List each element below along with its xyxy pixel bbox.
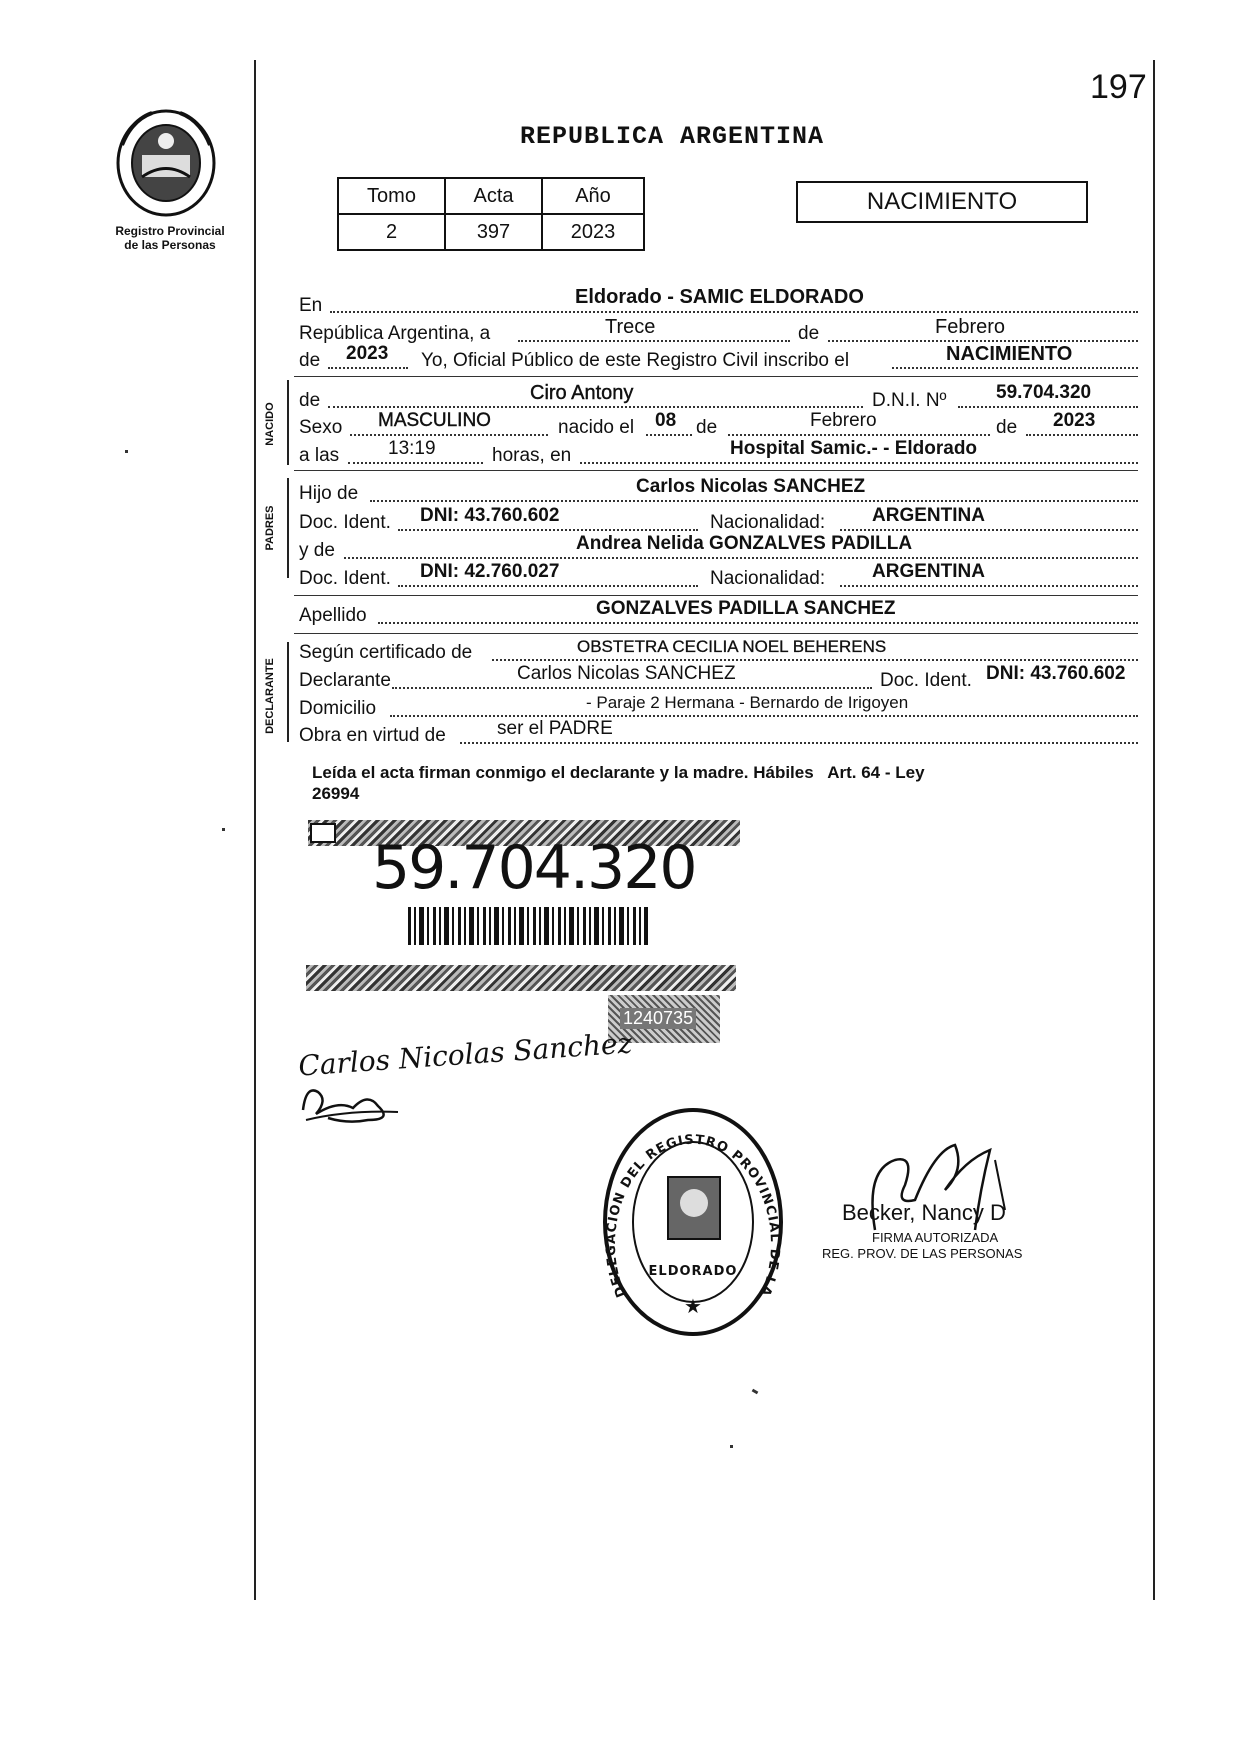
- father-nat-label: Nacionalidad:: [710, 512, 826, 533]
- dni-label: D.N.I. Nº: [872, 390, 947, 411]
- official-signature: [855, 1130, 1025, 1245]
- official-org: REG. PROV. DE LAS PERSONAS: [822, 1246, 1023, 1261]
- birth-day: 08: [655, 410, 677, 431]
- cert-value: OBSTETRA CECILIA NOEL BEHERENS: [577, 637, 887, 656]
- right-margin-line: [1153, 60, 1155, 1600]
- year-value: 2023: [346, 343, 389, 364]
- de-label-3: de: [696, 417, 718, 438]
- stamp-text-bottom: ELDORADO: [648, 1264, 738, 1279]
- value-ano: 2023: [541, 213, 645, 251]
- security-stripe-bottom: [306, 965, 736, 991]
- record-type-box: NACIMIENTO: [796, 181, 1088, 223]
- signature-declarant: Carlos Nicolas Sanchez: [297, 1026, 634, 1083]
- side-label-padres: PADRES: [264, 505, 276, 551]
- barcode: [408, 907, 648, 945]
- day-value: Trece: [605, 316, 656, 338]
- decl-doc-label: Doc. Ident.: [880, 670, 972, 691]
- child-name: Ciro Antony: [530, 382, 634, 404]
- mother-nat-label: Nacionalidad:: [710, 568, 826, 589]
- cert-label: Según certificado de: [299, 642, 473, 663]
- value-acta: 397: [444, 213, 543, 251]
- header-tomo: Tomo: [337, 177, 446, 215]
- de-label-2: de: [299, 350, 321, 371]
- mother-doc-label: Doc. Ident.: [299, 568, 391, 589]
- father-name: Carlos Nicolas SANCHEZ: [636, 476, 866, 497]
- father-nationality: ARGENTINA: [872, 505, 985, 526]
- value-tomo: 2: [337, 213, 446, 251]
- left-margin-line: [254, 60, 256, 1600]
- header-ano: Año: [541, 177, 645, 215]
- header-acta: Acta: [444, 177, 543, 215]
- mother-name: Andrea Nelida GONZALVES PADILLA: [576, 533, 913, 554]
- nacido-de-label: de: [299, 390, 321, 411]
- birth-place: Hospital Samic.- - Eldorado: [730, 438, 978, 459]
- stamp-text-top: DELEGACION DEL REGISTRO PROVINCIAL DE LA: [603, 1132, 783, 1300]
- horas-label: horas, en: [492, 445, 572, 466]
- birth-year: 2023: [1053, 410, 1096, 431]
- mother-doc: DNI: 42.760.027: [420, 561, 560, 582]
- barcode-number: 59.704.320: [372, 833, 696, 903]
- logo-caption-2: de las Personas: [124, 238, 216, 252]
- birth-month: Febrero: [810, 410, 877, 431]
- signature-mother: [298, 1080, 408, 1135]
- obra-value: ser el PADRE: [497, 718, 613, 739]
- closing-line-1: Leída el acta firman conmigo el declarante y la madre. Hábiles Art. 64 - Ley: [312, 763, 925, 782]
- official-name: Becker, Nancy D: [842, 1200, 1006, 1225]
- republica-label: República Argentina, a: [299, 323, 491, 344]
- father-doc-label: Doc. Ident.: [299, 512, 391, 533]
- en-label: En: [299, 295, 323, 316]
- official-stamp: [598, 1105, 788, 1345]
- sexo-value: MASCULINO: [378, 410, 491, 431]
- official-title: FIRMA AUTORIZADA: [872, 1230, 999, 1245]
- place-value: Eldorado - SAMIC ELDORADO: [575, 286, 864, 308]
- father-doc: DNI: 43.760.602: [420, 505, 560, 526]
- yde-label: y de: [299, 540, 335, 561]
- document-title: REPUBLICA ARGENTINA: [520, 122, 825, 151]
- sexo-label: Sexo: [299, 417, 343, 438]
- closing-line-2: 26994: [312, 784, 360, 803]
- obra-label: Obra en virtud de: [299, 725, 446, 746]
- hijo-label: Hijo de: [299, 483, 359, 504]
- de-label-4: de: [996, 417, 1018, 438]
- svg-text:★: ★: [684, 1296, 702, 1318]
- apellido-value: GONZALVES PADILLA SANCHEZ: [596, 598, 896, 619]
- side-label-declarante: DECLARANTE: [264, 658, 276, 734]
- decl-doc: DNI: 43.760.602: [986, 663, 1126, 684]
- decl-value: Carlos Nicolas SANCHEZ: [517, 663, 736, 684]
- province-logo: [112, 105, 220, 220]
- decl-label: Declarante: [299, 670, 391, 691]
- de-label: de: [798, 323, 820, 344]
- dom-value: - Paraje 2 Hermana - Bernardo de Irigoyen: [586, 693, 909, 712]
- logo-caption-1: Registro Provincial: [115, 224, 225, 238]
- yo-text: Yo, Oficial Público de este Registro Civil inscribo el: [421, 350, 850, 371]
- security-number-text: 1240735: [620, 1008, 696, 1029]
- record-value: NACIMIENTO: [946, 343, 1073, 365]
- alas-label: a las: [299, 445, 340, 466]
- dom-label: Domicilio: [299, 698, 377, 719]
- month-value: Febrero: [935, 316, 1006, 338]
- nacido-el-label: nacido el: [558, 417, 635, 438]
- apellido-label: Apellido: [299, 605, 367, 626]
- child-dni: 59.704.320: [996, 382, 1092, 403]
- side-label-nacido: NACIDO: [264, 402, 276, 446]
- birth-time: 13:19: [388, 438, 436, 459]
- page-number: 197: [1090, 68, 1147, 106]
- mother-nationality: ARGENTINA: [872, 561, 985, 582]
